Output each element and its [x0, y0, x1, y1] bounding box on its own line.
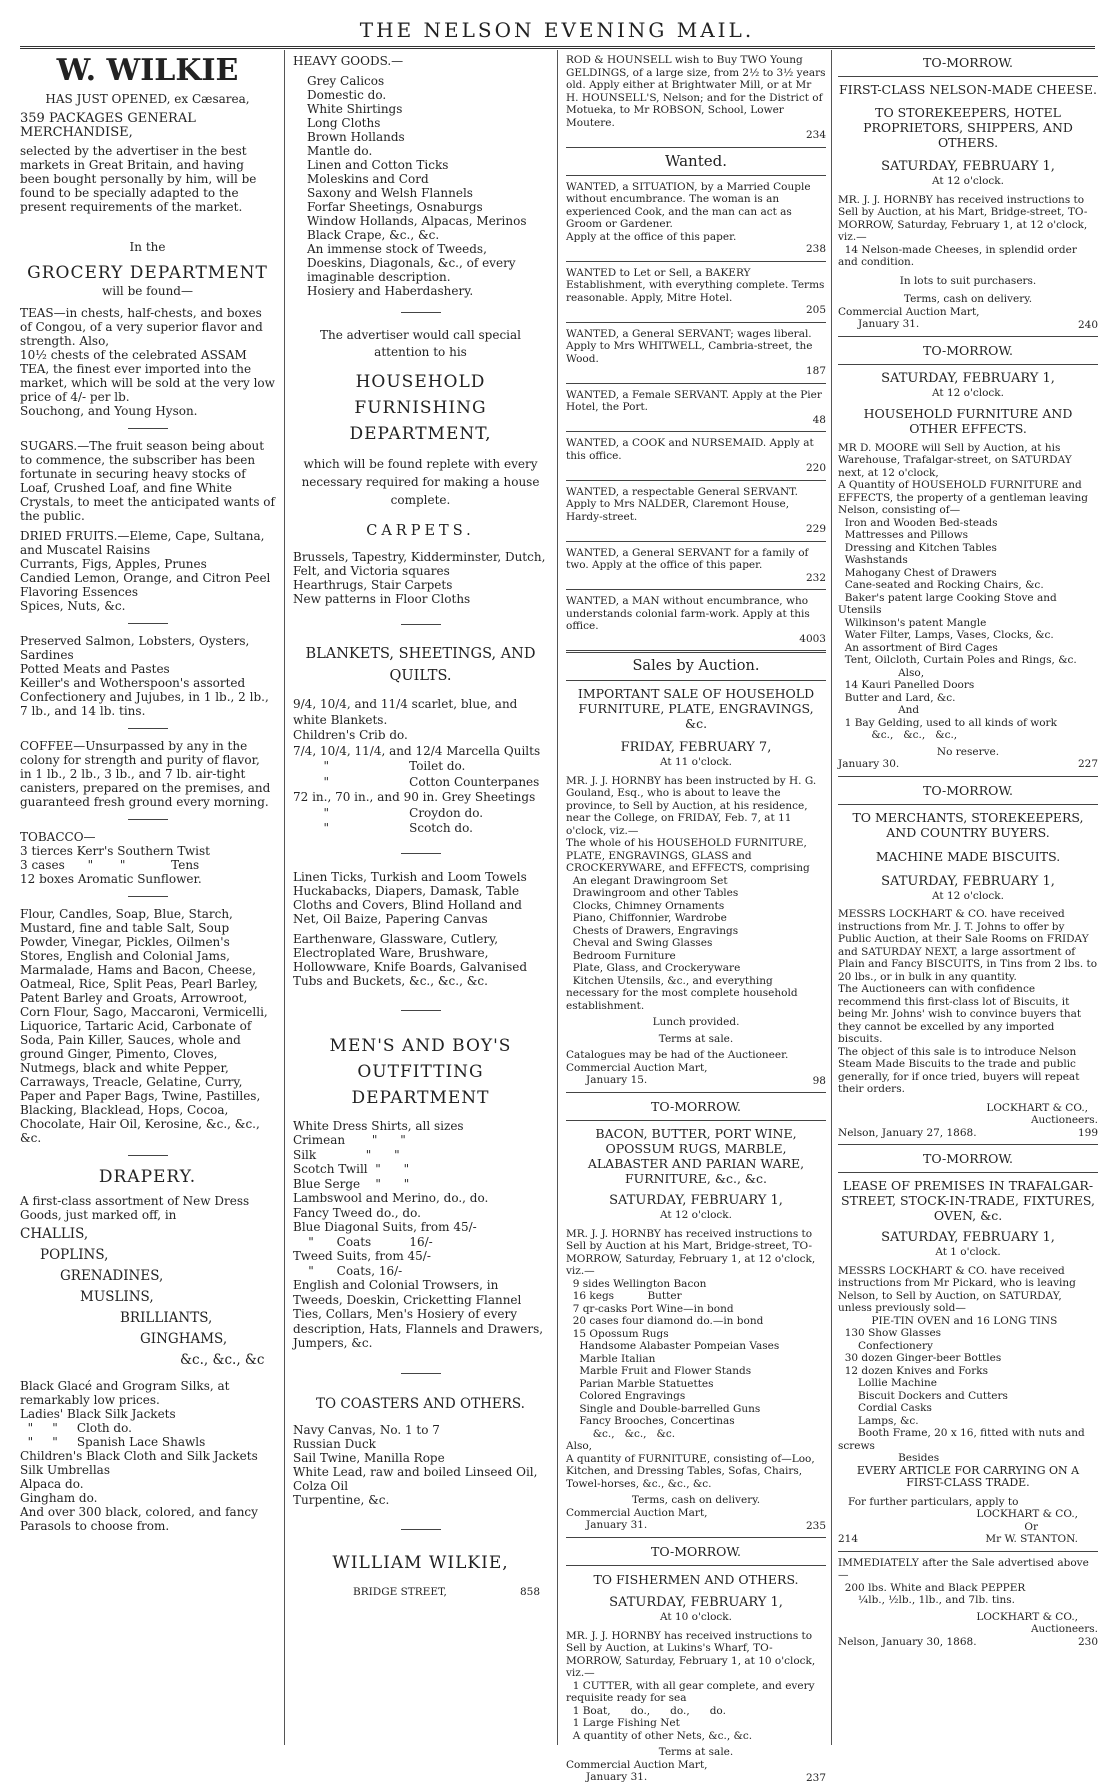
ad-text: WANTED, a MAN without encumbrance, who understands colonial farm-work. Apply at this office.	[566, 595, 826, 633]
wanted-ad-4	[566, 389, 826, 427]
preserved-text: Preserved Salmon, Lobsters, Oysters, Sardines Potted Meats and Pastes Keiller's and Wotherspoon's assorted Confectionery and Jujubes, in 1 lb., 2 lb., 7 lb., and 14 lb. tins.	[20, 634, 275, 718]
lockhart-biscuits-ad: MESSRS LOCKHART & CO. have received instructions from Mr. J. T. Johns to offer by Public Auction, at their Sale Rooms on FRIDAY and SATURDAY NEXT, a large assortment of Plain and Fancy BISCUITS, in Tins from 2 lbs. to 20 lbs., or in bulk in any quantity. The Auctioneers can with confidence recommend this first-class lot of Biscuits, it being Mr. Johns' wish to convince buyers that they cannot be excelled by any imported biscuits. The object of this sale is to introduce Nelson Steam Made Biscuits to the trade and public generally, for if once tried, buyers will repeat their orders.	[838, 908, 1098, 1096]
saturday-time: At 12 o'clock.	[838, 890, 1098, 903]
blankets-text: 9/4, 10/4, and 11/4 scarlet, blue, and white Blankets. Children's Crib do. 7/4, 10/4, 11/4, and 12/4 Marcella Quilts " Toilet do. " Cotton Counterpanes 72 in., 70 in., and 90 in. Grey Sheetings " Croydon do. " Scotch do.	[293, 697, 548, 837]
hornby-ad-3: MR. J. J. HORNBY has received instructions to Sell by Auction, at Lukins's Wharf, TO-MORROW, Saturday, February 1, at 10 o'clock, viz.— 1 CUTTER, with all gear complete, and every requisite ready for sea 1 Boat, do., do., do. 1 Large Fishing Net A quantity of other Nets, &c., &c.	[566, 1630, 826, 1743]
ref-number: 238	[806, 243, 826, 256]
ad-text: WANTED, a respectable General SERVANT. Apply to Mrs NALDER, Claremont House, Hardy-street.	[566, 486, 826, 524]
date-text: Nelson, January 27, 1868.	[838, 1127, 977, 1140]
heavy-goods-heading: HEAVY GOODS.—	[293, 54, 548, 68]
divider	[838, 364, 1098, 365]
auctioneers-label: Auctioneers.	[838, 1623, 1098, 1636]
wanted-heading: Wanted.	[566, 153, 826, 170]
ad-text: WANTED, a General SERVANT; wages liberal. Apply to Mrs WHITWELL, Cambria-street, the Wood.	[566, 328, 826, 366]
rod-ad: ROD & HOUNSELL wish to Buy TWO Young GELDINGS, of a large size, from 2½ to 3½ years old. Apply either at Brightwater Mill, or at Mr H. HOUNSELL'S, Nelson; and for the District of Motueka, to Mr ROBSON, School, Lower Moutere.	[566, 54, 826, 129]
column-3	[566, 54, 826, 1744]
household-heading: HOUSEHOLD FURNISHING DEPARTMENT,	[293, 369, 548, 447]
ref-number: 48	[813, 414, 826, 427]
friday-time: At 11 o'clock.	[566, 756, 826, 769]
divider	[566, 147, 826, 148]
coffee-text: COFFEE—Unsurpassed by any in the colony for strength and purity of flavor, in 1 lb., 2 lb., 3 lb., and 7 lb. air-tight canisters, prepared on the premises, and guaranteed fresh ground every morning.	[20, 739, 275, 809]
grocery-heading: GROCERY DEPARTMENT	[20, 262, 275, 284]
divider	[838, 804, 1098, 805]
saturday-date: SATURDAY, FEBRUARY 1,	[838, 1229, 1098, 1246]
divider	[566, 680, 826, 681]
saturday-date: SATURDAY, FEBRUARY 1,	[566, 1594, 826, 1611]
ref-number: 240	[1078, 319, 1098, 332]
tobacco-text: TOBACCO— 3 tierces Kerr's Southern Twist 3 cases " " Tens 12 boxes Aromatic Sunflower.	[20, 830, 275, 886]
friday-date: FRIDAY, FEBRUARY 7,	[566, 739, 826, 756]
divider	[128, 728, 168, 729]
divider	[566, 322, 826, 323]
lockhart-lease-ad: MESSRS LOCKHART & CO. have received instructions from Mr Pickard, who is leaving Nelson, to Sell by Auction, on SATURDAY, unless previously sold— PIE-TIN OVEN and 16 LONG TINS 130 Show Glasses Confectionery 30 dozen Ginger-beer Bottles 12 dozen Knives and Forks Lollie Machine Biscuit Dockers and Cutters Cordial Casks Lamps, &c. Booth Frame, 20 x 16, fitted with nuts and screws Besides	[838, 1265, 1098, 1465]
divider	[566, 1092, 826, 1093]
divider	[401, 853, 441, 854]
divider	[566, 261, 826, 262]
tomorrow-heading: TO-MORROW.	[838, 1150, 1098, 1167]
saturday-date: SATURDAY, FEBRUARY 1,	[566, 1192, 826, 1209]
attention-text: The advertiser would call special attention to his	[293, 327, 548, 361]
merchant-name: W. WILKIE	[20, 54, 275, 88]
divider	[128, 819, 168, 820]
saturday-date: SATURDAY, FEBRUARY 1,	[838, 873, 1098, 890]
ref-number: 235	[806, 1520, 826, 1533]
ref-number: 199	[1078, 1127, 1098, 1140]
biscuits-heading: MACHINE MADE BISCUITS.	[838, 848, 1098, 865]
ref-number: 229	[806, 523, 826, 536]
lockhart-signature: LOCKHART & CO.,	[838, 1102, 1098, 1115]
opened-line: HAS JUST OPENED, ex Cæsarea,	[20, 92, 275, 106]
ref-number: 234	[806, 129, 826, 142]
ref-number: 187	[806, 365, 826, 378]
storekeepers-heading: TO STOREKEEPERS, HOTEL PROPRIETORS, SHIPPERS, AND OTHERS.	[838, 105, 1098, 150]
carpets-text: Brussels, Tapestry, Kidderminster, Dutch, Felt, and Victoria squares Hearthrugs, Stair Carpets New patterns in Floor Cloths	[293, 550, 548, 606]
tomorrow-heading: TO-MORROW.	[838, 54, 1098, 71]
date-text: Nelson, January 30, 1868.	[838, 1636, 977, 1649]
ref-number: 232	[806, 572, 826, 585]
earthenware-text: Earthenware, Glassware, Cutlery, Electroplated Ware, Brushware, Hollowware, Knife Boards, Galvanised Tubs and Buckets, &c., &c., &c.	[293, 932, 548, 988]
saturday-time: At 10 o'clock.	[566, 1611, 826, 1624]
ref-number: 220	[806, 462, 826, 475]
terms-at-sale: Terms at sale.	[566, 1746, 826, 1759]
dried-fruits-text: DRIED FRUITS.—Eleme, Cape, Sultana, and Muscatel Raisins Currants, Figs, Apples, Prunes Candied Lemon, Orange, and Citron Peel Flavoring Essences Spices, Nuts, &c.	[20, 529, 275, 613]
in-the: In the	[20, 240, 275, 254]
or-text: Or	[838, 1521, 1098, 1534]
ref-number: 227	[1078, 758, 1098, 771]
mart-text: Commercial Auction Mart, January 31.	[838, 306, 1098, 331]
saturday-time: At 12 o'clock.	[838, 387, 1098, 400]
no-reserve: No reserve.	[838, 746, 1098, 759]
heavy-goods-list: Grey Calicos Domestic do. White Shirtings Long Cloths Brown Hollands Mantle do. Linen and Cotton Ticks Moleskins and Cord Saxony and Welsh Flannels Forfar Sheetings, Osnaburgs Window Hollands, Alpacas, Merinos Black Crape, &c., &c. An immense stock of Tweeds, Doeskins, Diagonals, &c., of every imaginable description. Hosiery and Haberdashery.	[293, 74, 548, 298]
wanted-ad-7	[566, 547, 826, 585]
divider	[401, 624, 441, 625]
ref-number: 858	[520, 1586, 540, 1599]
hornby-ad-2: MR. J. J. HORNBY has received instructions to Sell by Auction at his Mart, Bridge-street, TO-MORROW, Saturday, February 1, at 12 o'clock, viz.— 9 sides Wellington Bacon 16 kegs Butter 7 qr-casks Port Wine—in bond 20 cases four diamond do.—in bond 15 Opossum Rugs Handsome Alabaster Pompeian Vases Marble Italian Marble Fruit and Flower Stands Parian Marble Statuettes Colored Engravings Single and Double-barrelled Guns Fancy Brooches, Concertinas &c., &c., &c. Also, A quantity of FURNITURE, consisting of—Loo, Kitchen, and Dressing Tables, Sofas, Chairs, Towel-horses, &c., &c., &c.	[566, 1228, 826, 1491]
ad-text: WANTED, a Female SERVANT. Apply at the Pier Hotel, the Port.	[566, 389, 826, 414]
terms-cash: Terms, cash on delivery.	[838, 293, 1098, 306]
divider	[401, 312, 441, 313]
tomorrow-heading: TO-MORROW.	[838, 782, 1098, 799]
date-text: January 30.	[838, 758, 899, 771]
linen-text: Linen Ticks, Turkish and Loom Towels Huckabacks, Diapers, Damask, Table Cloths and Covers, Blind Holland and Net, Oil Baize, Papering Canvas	[293, 870, 548, 926]
bacon-heading: BACON, BUTTER, PORT WINE, OPOSSUM RUGS, MARBLE, ALABASTER AND PARIAN WARE, FURNITURE, &c., &c.	[566, 1126, 826, 1186]
divider	[838, 76, 1098, 77]
tomorrow-heading: TO-MORROW.	[566, 1098, 826, 1115]
saturday-time: At 12 o'clock.	[838, 175, 1098, 188]
sugars-text: SUGARS.—The fruit season being about to commence, the subscriber has been fortunate in securing heavy stocks of Loaf, Crushed Loaf, and fine White Crystals, to meet the anticipated wants of the public.	[20, 439, 275, 523]
ad-text: WANTED, a COOK and NURSEMAID. Apply at this office.	[566, 437, 826, 462]
coasters-heading: TO COASTERS AND OTHERS.	[293, 1396, 548, 1413]
divider	[566, 431, 826, 432]
fishermen-heading: TO FISHERMEN AND OTHERS.	[566, 1571, 826, 1588]
wanted-ad-2	[566, 267, 826, 317]
every-article: EVERY ARTICLE FOR CARRYING ON A FIRST-CLASS TRADE.	[838, 1465, 1098, 1490]
fabric-5: BRILLIANTS,	[20, 1308, 275, 1329]
ref-number: 205	[806, 304, 826, 317]
important-sale-heading: IMPORTANT SALE OF HOUSEHOLD FURNITURE, PLATE, ENGRAVINGS, &c.	[566, 686, 826, 731]
moore-ad: MR D. MOORE will Sell by Auction, at his Warehouse, Trafalgar-street, on SATURDAY next, at 12 o'clock, A Quantity of HOUSEHOLD FURNITURE and EFFECTS, the property of a gentleman leaving Nelson, consisting of— Iron and Wooden Bed-steads Mattresses and Pillows Dressing and Kitchen Tables Washstands Mahogany Chest of Drawers Cane-seated and Rocking Chairs, &c. Baker's patent large Cooking Stove and Utensils Wilkinson's patent Mangle Water Filter, Lamps, Vases, Clocks, &c. An assortment of Bird Cages Tent, Oilcloth, Curtain Poles and Rings, &c. Also, 14 Kauri Panelled Doors Butter and Lard, &c. And 1 Bay Gelding, used to all kinds of work &c., &c., &c.,	[838, 442, 1098, 742]
fabric-6: GINGHAMS,	[20, 1329, 275, 1350]
saturday-time: At 1 o'clock.	[838, 1246, 1098, 1259]
fabric-4: MUSLINS,	[20, 1287, 275, 1308]
mart-text: Commercial Auction Mart, January 31.	[566, 1759, 826, 1784]
catalogues-text: Catalogues may be had of the Auctioneer. Commercial Auction Mart, January 15.	[566, 1049, 826, 1087]
divider	[566, 383, 826, 384]
hornby-cheese-ad: MR. J. J. HORNBY has received instructions to Sell by Auction, at his Mart, Bridge-street, TO-MORROW, Saturday, February 1, at 12 o'clock, viz.— 14 Nelson-made Cheeses, in splendid order and condition.	[838, 194, 1098, 269]
divider	[128, 428, 168, 429]
divider	[401, 1373, 441, 1374]
signature: WILLIAM WILKIE,	[293, 1552, 548, 1574]
hornby-ad-1: MR. J. J. HORNBY has been instructed by H. G. Gouland, Esq., who is about to leave the province, to Sell by Auction, at his residence, near the College, on FRIDAY, Feb. 7, at 11 o'clock, viz.— The whole of his HOUSEHOLD FURNITURE, PLATE, ENGRAVINGS, GLASS and CROCKERYWARE, and EFFECTS, comprising An elegant Drawingroom Set Drawingroom and other Tables Clocks, Chimney Ornaments Piano, Chiffonnier, Wardrobe Chests of Drawers, Engravings Cheval and Swing Glasses Bedroom Furniture Plate, Glass, and Crockeryware Kitchen Utensils, &c., and everything necessary for the most complete household establishment.	[566, 775, 826, 1013]
divider	[566, 175, 826, 176]
divider	[838, 776, 1098, 777]
cheese-heading: FIRST-CLASS NELSON-MADE CHEESE.	[838, 82, 1098, 97]
divider	[566, 1565, 826, 1566]
ref-number: 4003	[799, 633, 826, 646]
saturday-date: SATURDAY, FEBRUARY 1,	[838, 370, 1098, 387]
divider	[566, 589, 826, 590]
terms-cash: Terms, cash on delivery.	[566, 1494, 826, 1507]
divider	[128, 623, 168, 624]
ad-text: WANTED, a General SERVANT for a family of two. Apply at the office of this paper.	[566, 547, 826, 572]
lunch-provided: Lunch provided.	[566, 1016, 826, 1029]
divider	[566, 650, 826, 653]
stanton-signature: Mr W. STANTON.	[985, 1533, 1098, 1546]
immediately-ad: IMMEDIATELY after the Sale advertised above— 200 lbs. White and Black PEPPER ¼lb., ½lb., 1lb., and 7lb. tins.	[838, 1557, 1098, 1607]
teas-text: TEAS—in chests, half-chests, and boxes of Congou, of a very superior flavor and strength. Also, 10½ chests of the celebrated ASSAM TEA, the finest ever imported into the market, which will be sold at the very low price of 4/- per lb. Souchong, and Young Hyson.	[20, 306, 275, 418]
lots-text: In lots to suit purchasers.	[838, 275, 1098, 288]
drapery-heading: DRAPERY.	[20, 1166, 275, 1188]
further-particulars: For further particulars, apply to	[838, 1496, 1098, 1509]
flour-text: Flour, Candles, Soap, Blue, Starch, Mustard, fine and table Salt, Soup Powder, Vinegar, Pickles, Oilmen's Stores, English and Colonial Jams, Marmalade, Hams and Bacon, Cheese, Oatmeal, Rice, Split Peas, Pearl Barley, Patent Barley and Groats, Arrowroot, Corn Flour, Sago, Maccaroni, Vermicelli, Liquorice, Tartaric Acid, Carbonate of Soda, Pain Killer, Sauces, whole and ground Ginger, Pimento, Cloves, Nutmegs, black and white Pepper, Carraways, Treacle, Gelatine, Curry, Paper and Paper Bags, Twine, Pastilles, Blacking, Blacklead, Hops, Cocoa, Chocolate, Hair Oil, Kerosine, &c., &c., &c.	[20, 907, 275, 1145]
carpets-heading: CARPETS.	[293, 523, 548, 540]
fabric-3: GRENADINES,	[20, 1266, 275, 1287]
divider	[401, 1529, 441, 1530]
divider	[838, 1144, 1098, 1145]
masthead-rule	[20, 46, 1095, 49]
silks-text: Black Glacé and Grogram Silks, at remarkably low prices. Ladies' Black Silk Jackets " " Cloth do. " " Spanish Lace Shawls Children's Black Cloth and Silk Jackets Silk Umbrellas Alpaca do. Gingham do. And over 300 black, colored, and fancy Parasols to choose from.	[20, 1379, 275, 1533]
divider	[128, 896, 168, 897]
divider	[566, 1120, 826, 1121]
lease-heading: LEASE OF PREMISES IN TRAFALGAR-STREET, STOCK-IN-TRADE, FIXTURES, OVEN, &c.	[838, 1178, 1098, 1223]
divider	[838, 1172, 1098, 1173]
intro-text: selected by the advertiser in the best markets in Great Britain, and having been bought personally by him, will be found to be specially adapted to the present requirements of the market.	[20, 144, 275, 214]
ref-number: 237	[806, 1772, 826, 1784]
column-2	[293, 54, 548, 1744]
divider	[566, 541, 826, 542]
auctioneers-label: Auctioneers.	[838, 1114, 1098, 1127]
mens-heading: MEN'S AND BOY'S OUTFITTING DEPARTMENT	[293, 1033, 548, 1111]
column-4	[838, 54, 1098, 1744]
tomorrow-heading: TO-MORROW.	[838, 342, 1098, 359]
packages-line: 359 PACKAGES GENERAL MERCHANDISE,	[20, 112, 275, 140]
street: BRIDGE STREET,	[353, 1586, 447, 1599]
assortment-text: A first-class assortment of New Dress Goods, just marked off, in	[20, 1194, 275, 1222]
masthead: THE NELSON EVENING MAIL.	[0, 18, 1114, 42]
replete-text: which will be found replete with every necessary required for making a house complete.	[293, 455, 548, 509]
saturday-date: SATURDAY, FEBRUARY 1,	[838, 158, 1098, 175]
wanted-ad-5	[566, 437, 826, 475]
coasters-text: Navy Canvas, No. 1 to 7 Russian Duck Sail Twine, Manilla Rope White Lead, raw and boiled Linseed Oil, Colza Oil Turpentine, &c.	[293, 1423, 548, 1507]
divider	[566, 1537, 826, 1538]
fabric-1: CHALLIS,	[20, 1224, 275, 1245]
wanted-ad-1	[566, 181, 826, 256]
tomorrow-heading: TO-MORROW.	[566, 1543, 826, 1560]
merchants-heading: TO MERCHANTS, STOREKEEPERS, AND COUNTRY BUYERS.	[838, 810, 1098, 840]
fabric-2: POPLINS,	[20, 1245, 275, 1266]
column-1	[20, 54, 275, 1744]
wanted-ad-3	[566, 328, 826, 378]
ref-number: 98	[813, 1075, 826, 1088]
ad-text: WANTED, a SITUATION, by a Married Couple without encumbrance. The woman is an experienced Cook, and the man can act as Groom or Gardener. Apply at the office of this paper.	[566, 181, 826, 244]
mens-text: White Dress Shirts, all sizes Crimean " " Silk " " Scotch Twill " " Blue Serge " " Lambswool and Merino, do., do. Fancy Tweed do., do. Blue Diagonal Suits, from 45/- " Coats 16/- Tweed Suits, from 45/- " Coats, 16/- English and Colonial Trowsers, in Tweeds, Doeskin, Cricketting Flannel Ties, Collars, Men's Hosiery of every description, Hats, Flannels and Drawers, Jumpers, &c.	[293, 1119, 548, 1351]
household-effects-heading: HOUSEHOLD FURNITURE AND OTHER EFFECTS.	[838, 406, 1098, 436]
column-divider	[284, 50, 285, 1745]
mart-text: Commercial Auction Mart, January 31.	[566, 1507, 826, 1532]
ref-number: 214	[838, 1533, 858, 1546]
will-be-found: will be found—	[20, 284, 275, 298]
divider	[401, 1010, 441, 1011]
column-divider	[557, 50, 558, 1745]
divider	[566, 480, 826, 481]
ad-text: WANTED to Let or Sell, a BAKERY Establishment, with everything complete. Terms reasonable. Apply, Mitre Hotel.	[566, 267, 826, 305]
saturday-time: At 12 o'clock.	[566, 1209, 826, 1222]
wanted-ad-8	[566, 595, 826, 645]
ref-number: 230	[1078, 1636, 1098, 1649]
wanted-ad-6	[566, 486, 826, 536]
blankets-heading: BLANKETS, SHEETINGS, AND QUILTS.	[293, 643, 548, 687]
lockhart-signature: LOCKHART & CO.,	[838, 1508, 1098, 1521]
sales-heading: Sales by Auction.	[566, 658, 826, 675]
divider	[128, 1155, 168, 1156]
divider	[838, 336, 1098, 337]
terms-at-sale: Terms at sale.	[566, 1033, 826, 1046]
divider	[838, 1551, 1098, 1552]
fabric-7: &c., &c., &c	[20, 1350, 275, 1371]
lockhart-signature: LOCKHART & CO.,	[838, 1611, 1098, 1624]
column-divider	[831, 50, 832, 1745]
